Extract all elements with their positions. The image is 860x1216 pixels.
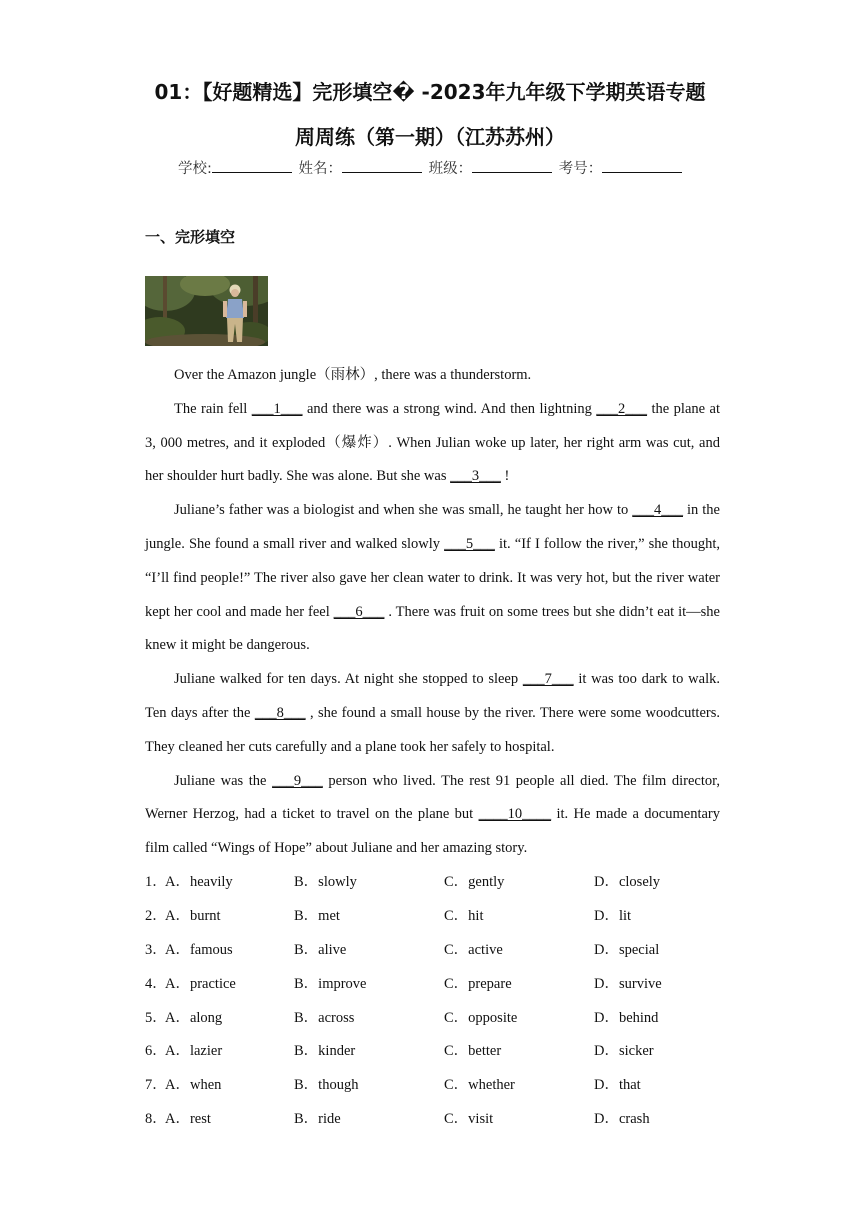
question-row <box>145 1035 745 1069</box>
blank-6: ___6___ <box>333 603 385 620</box>
blank-7: ___7___ <box>522 671 574 688</box>
question-row <box>145 1002 745 1036</box>
question-number: 2． <box>145 907 167 924</box>
passage-text: The rain fell <box>174 400 252 417</box>
passage-paragraph-4 <box>145 663 720 764</box>
name-label: 姓名： <box>298 161 342 177</box>
passage-text: Juliane’s father was a biologist and when she was small, he taught her how to <box>174 502 633 519</box>
exam-number-label: 考号： <box>558 161 603 177</box>
question-row <box>145 866 745 900</box>
option-b[interactable]: B．though <box>294 1077 359 1094</box>
question-row <box>145 1069 745 1103</box>
option-a[interactable]: A．practice <box>165 975 236 992</box>
passage-paragraph-1: Over the Amazon jungle（雨林）, there was a thunderstorm. <box>174 367 532 383</box>
blank-9: ___9___ <box>272 772 323 789</box>
option-b[interactable]: B．met <box>294 907 340 924</box>
passage-text: it was too dark to walk. Ten days after the <box>145 671 720 721</box>
passage-text: , she found a small house by the river. There were some woodcutters. They cleaned her cuts carefully and a plane took her safely to hospital. <box>145 704 720 755</box>
passage-text: it. He made a documentary film called “Wings of Hope” about Juliane and her amazing story. <box>145 806 720 857</box>
question-number: 1． <box>145 874 167 890</box>
option-d[interactable]: D．special <box>594 941 660 958</box>
section-title: 一、完形填空 <box>145 228 236 246</box>
option-d[interactable]: D．closely <box>594 874 661 890</box>
option-b[interactable]: B．slowly <box>294 874 357 890</box>
option-d[interactable]: D．behind <box>594 1009 659 1026</box>
option-d[interactable]: D．lit <box>594 907 632 924</box>
option-a[interactable]: A．heavily <box>165 874 233 890</box>
exam-number-blank[interactable] <box>602 159 682 173</box>
option-a[interactable]: A．along <box>165 1009 223 1026</box>
option-b[interactable]: B．ride <box>294 1111 341 1128</box>
passage-text: and there was a strong wind. And then lightning <box>302 400 597 417</box>
blank-4: ___4___ <box>632 502 683 519</box>
option-b[interactable]: B．alive <box>294 941 347 958</box>
class-blank[interactable] <box>472 159 552 173</box>
option-c[interactable]: C．visit <box>444 1111 494 1128</box>
question-number: 3． <box>145 941 167 958</box>
question-number: 8． <box>145 1111 167 1128</box>
answer-options <box>145 866 745 1137</box>
question-number: 4． <box>145 975 167 992</box>
blank-10: ____10____ <box>478 806 552 823</box>
page-title-line-2: 周周练（第一期）（江苏苏州） <box>295 125 565 149</box>
option-c[interactable]: C．gently <box>444 874 505 890</box>
option-a[interactable]: A．famous <box>165 941 233 958</box>
option-d[interactable]: D．that <box>594 1077 641 1094</box>
option-a[interactable]: A．rest <box>165 1111 211 1128</box>
question-number: 7． <box>145 1077 167 1094</box>
question-row <box>145 968 745 1002</box>
option-d[interactable]: D．crash <box>594 1111 650 1128</box>
option-c[interactable]: C．better <box>444 1043 502 1060</box>
name-blank[interactable] <box>342 159 422 173</box>
passage-text: in the jungle. She found a small river and walked slowly <box>145 502 720 552</box>
option-a[interactable]: A．when <box>165 1077 222 1094</box>
option-a[interactable]: A．lazier <box>165 1043 223 1060</box>
passage-text: ! <box>500 468 510 485</box>
option-c[interactable]: C．whether <box>444 1077 515 1094</box>
blank-5: ___5___ <box>444 535 495 552</box>
question-row <box>145 900 745 934</box>
blank-8: ___8___ <box>254 704 306 721</box>
passage-text: . There was fruit on some trees but she didn’t eat it—she knew it might be dangerous. <box>145 603 720 654</box>
passage-paragraph-5 <box>145 765 720 866</box>
question-row <box>145 934 745 968</box>
page-title-line-1: 01：【好题精选】完形填空� -2023年九年级下学期英语专题 <box>154 80 706 104</box>
question-row <box>145 1103 745 1137</box>
photo-image <box>145 276 268 346</box>
blank-1: ___1___ <box>251 400 303 417</box>
option-b[interactable]: B．kinder <box>294 1043 356 1060</box>
question-number: 5． <box>145 1009 167 1026</box>
option-b[interactable]: B．improve <box>294 975 367 992</box>
passage-text: person who lived. The rest 91 people all died. The film director, Werner Herzog, had a ticket to travel on the plane but <box>145 772 720 823</box>
passage-text: Juliane walked for ten days. At night she stopped to sleep <box>174 671 523 688</box>
option-d[interactable]: D．sicker <box>594 1043 654 1060</box>
school-label: 学校: <box>178 161 212 177</box>
cloze-passage <box>145 359 720 866</box>
blank-2: ___2___ <box>596 400 648 417</box>
option-d[interactable]: D．survive <box>594 975 662 992</box>
question-number: 6． <box>145 1043 167 1060</box>
student-info-row <box>178 157 684 178</box>
school-blank[interactable] <box>212 159 292 173</box>
option-c[interactable]: C．opposite <box>444 1009 518 1026</box>
passage-text: the plane at 3, 000 metres, and it exploded（爆炸）. When Julian woke up later, her right arm was cut, and her shoulder hurt badly. She was alone. But she was <box>145 400 720 485</box>
class-label: 班级： <box>428 161 473 177</box>
passage-paragraph-3 <box>145 494 720 663</box>
blank-3: ___3___ <box>450 468 501 485</box>
option-c[interactable]: C．active <box>444 941 503 958</box>
passage-paragraph-2 <box>145 393 720 494</box>
passage-text: Juliane was the <box>174 772 273 789</box>
jungle-woman-photo <box>145 276 268 346</box>
passage-text: it. “If I follow the river,” she thought, “I’ll find people!” The river also gave her clean water to drink. It was very hot, but the river water kept her cool and made her feel <box>145 535 720 620</box>
option-c[interactable]: C．hit <box>444 907 484 924</box>
option-b[interactable]: B．across <box>294 1009 355 1026</box>
option-c[interactable]: C．prepare <box>444 975 512 992</box>
option-a[interactable]: A．burnt <box>165 907 221 924</box>
